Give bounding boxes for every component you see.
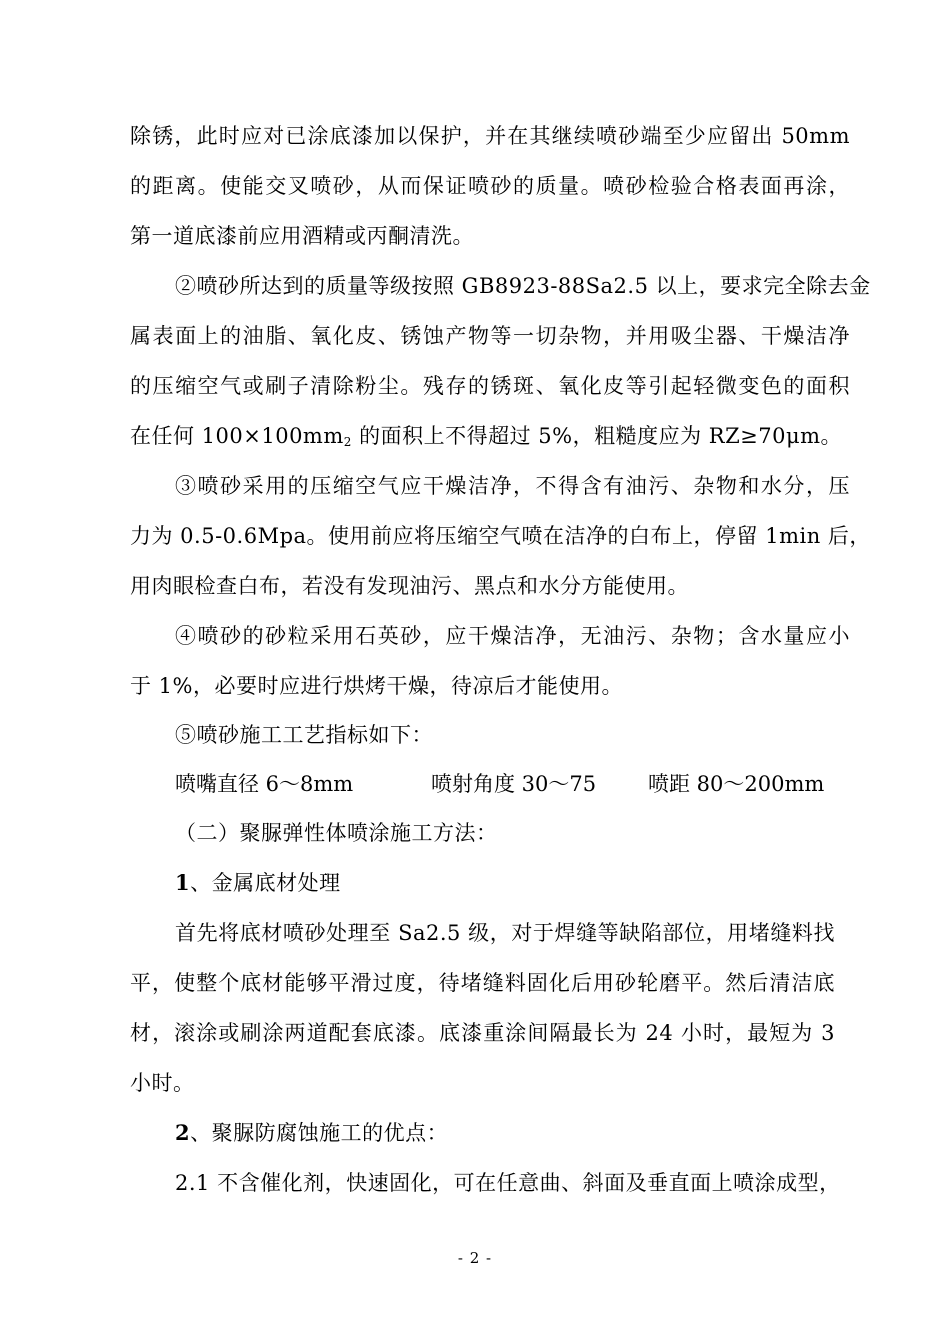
nozzle-diameter: 喷嘴直径 6～8mm: [175, 772, 354, 796]
paragraph-line: 于 1%，必要时应进行烘烤干燥，待凉后才能使用。: [130, 674, 623, 698]
paragraph-line: 用肉眼检查白布，若没有发现油污、黑点和水分方能使用。: [130, 574, 689, 598]
spray-distance: 喷距 80～200mm: [648, 772, 825, 796]
page-number: - 2 -: [457, 1249, 493, 1267]
paragraph-line: 2.1 不含催化剂，快速固化，可在任意曲、斜面及垂直面上喷涂成型，: [175, 1171, 841, 1195]
paragraph-line: 第一道底漆前应用酒精或丙酮清洗。: [130, 224, 474, 248]
subsection-heading: [175, 1118, 895, 1148]
section-heading: （二）聚脲弹性体喷涂施工方法：: [175, 821, 498, 845]
paragraph-line: ②喷砂所达到的质量等级按照 GB8923-88Sa2.5 以上，要求完全除去金: [175, 274, 871, 298]
text-run: 的面积上不得超过 5%，粗糙度应为 RZ≥70μm。: [359, 424, 843, 448]
paragraph-line: 属表面上的油脂、氧化皮、锈蚀产物等一切杂物，并用吸尘器、干燥洁净: [130, 324, 850, 348]
paragraph-line: 的距离。使能交叉喷砂，从而保证喷砂的质量。喷砂检验合格表面再涂，: [130, 174, 850, 198]
paragraph-line: ④喷砂的砂粒采用石英砂，应干燥洁净，无油污、杂物；含水量应小: [175, 624, 850, 648]
paragraph-line: 材，滚涂或刷涂两道配套底漆。底漆重涂间隔最长为 24 小时，最短为 3: [130, 1021, 835, 1045]
paragraph-line: 小时。: [130, 1071, 195, 1095]
paragraph-line: [130, 421, 850, 454]
paragraph-line: 平，使整个底材能够平滑过度，待堵缝料固化后用砂轮磨平。然后清洁底: [130, 971, 835, 995]
subsection-heading: [175, 868, 895, 898]
paragraph-line: 除锈，此时应对已涂底漆加以保护，并在其继续喷砂端至少应留出 50mm: [130, 124, 850, 148]
paragraph-line: 力为 0.5-0.6Mpa。使用前应将压缩空气喷在洁净的白布上，停留 1min 后，: [130, 524, 871, 548]
paragraph-line: ⑤喷砂施工工艺指标如下：: [175, 723, 433, 747]
text-run: 在任何 100×100mm: [130, 424, 344, 448]
spray-angle: 喷射角度 30～75: [431, 772, 597, 796]
heading-text: 、金属底材处理: [190, 871, 341, 895]
heading-number: 2: [175, 1120, 191, 1145]
heading-number: 1: [175, 870, 191, 895]
superscript: 2: [343, 435, 352, 449]
paragraph-line: 的压缩空气或刷子清除粉尘。残存的锈斑、氧化皮等引起轻微变色的面积: [130, 374, 850, 398]
paragraph-line: ③喷砂采用的压缩空气应干燥洁净，不得含有油污、杂物和水分，压: [175, 474, 850, 498]
heading-text: 、聚脲防腐蚀施工的优点：: [190, 1121, 449, 1145]
paragraph-line: 首先将底材喷砂处理至 Sa2.5 级，对于焊缝等缺陷部位，用堵缝料找: [175, 921, 835, 945]
